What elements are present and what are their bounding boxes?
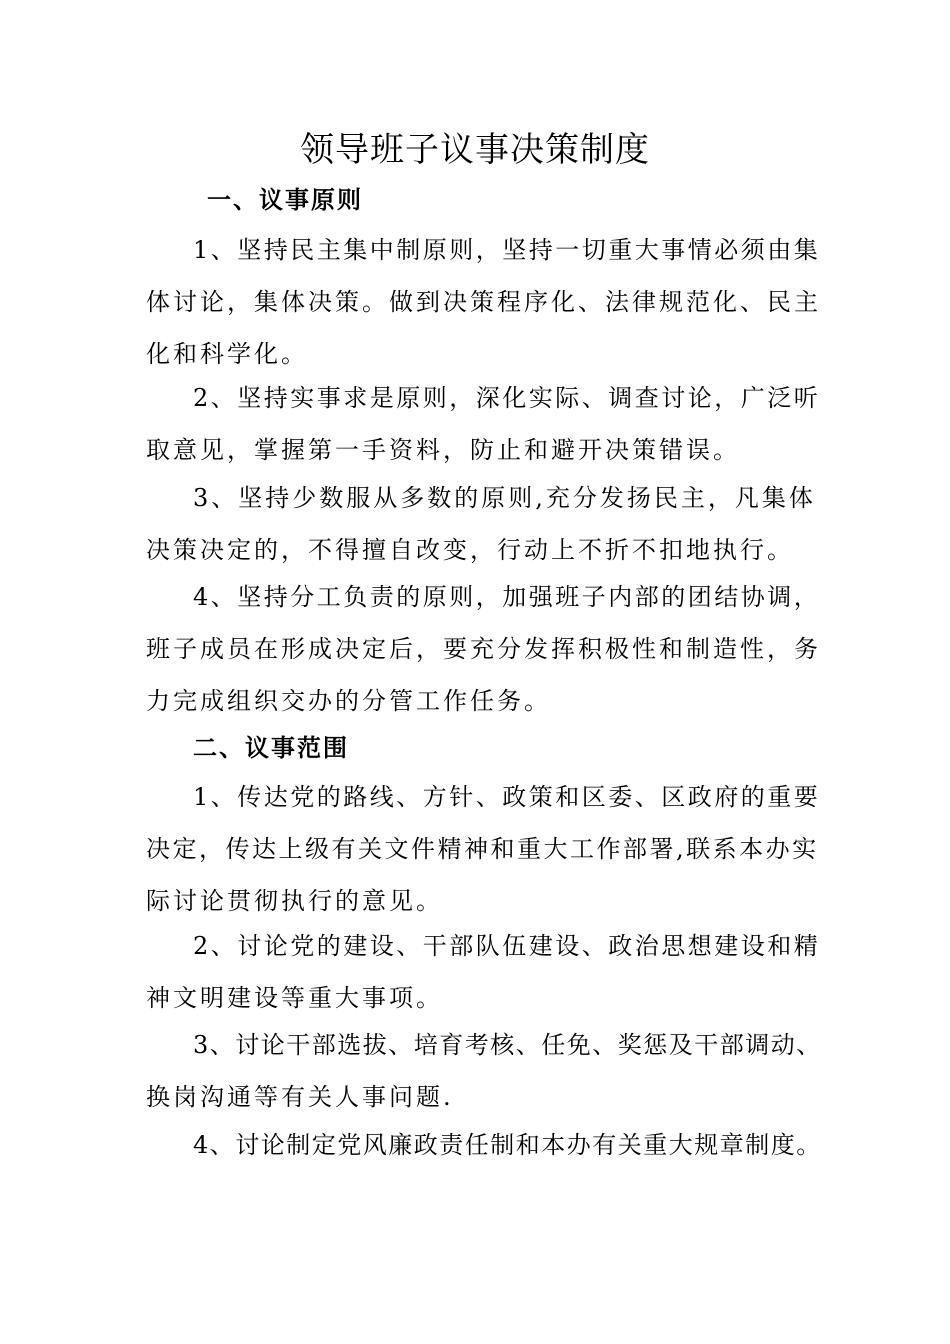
paragraph-line: 际讨论贯彻执行的意见。 (146, 887, 443, 915)
section-heading-scope: 二、议事范围 (193, 734, 349, 762)
principle-paragraph-1 (146, 224, 826, 380)
principle-paragraph-3 (146, 472, 826, 576)
paragraph-line: 1、传达党的路线、方针、政策和区委、区政府的重要 (193, 783, 821, 811)
paragraph-line: 换岗沟通等有关人事问题. (146, 1083, 454, 1111)
principle-paragraph-2 (146, 372, 826, 476)
document-title: 领导班子议事决策制度 (300, 130, 650, 170)
paragraph-line: 取意见，掌握第一手资料，防止和避开决策错误。 (146, 436, 740, 464)
scope-paragraph-2 (146, 920, 826, 1024)
paragraph-line: 1、坚持民主集中制原则，坚持一切重大事情必须由集 (193, 236, 821, 264)
paragraph-line: 3、讨论干部选拔、培育考核、任免、奖惩及干部调动、 (193, 1031, 822, 1059)
principle-paragraph-4 (146, 571, 826, 727)
paragraph-line: 体讨论，集体决策。做到决策程序化、法律规范化、民主 (146, 288, 821, 316)
section-heading-principles: 一、议事原则 (207, 186, 363, 214)
scope-paragraph-4 (146, 1119, 826, 1171)
paragraph-line: 神文明建设等重大事项。 (146, 984, 443, 1012)
paragraph-line: 班子成员在形成决定后，要充分发挥积极性和制造性，务 (146, 635, 821, 663)
paragraph-line: 4、坚持分工负责的原则，加强班子内部的团结协调， (193, 583, 821, 611)
paragraph-line: 化和科学化。 (146, 340, 308, 368)
paragraph-line: 决定，传达上级有关文件精神和重大工作部署,联系本办实 (146, 835, 819, 863)
scope-paragraph-1 (146, 771, 826, 927)
paragraph-line: 2、坚持实事求是原则，深化实际、调查讨论，广泛听 (193, 384, 821, 412)
paragraph-line: 3、坚持少数服从多数的原则,充分发扬民主，凡集体 (193, 484, 816, 512)
paragraph-line: 力完成组织交办的分管工作任务。 (146, 687, 551, 715)
paragraph-line: 决策决定的，不得擅自改变，行动上不折不扣地执行。 (146, 536, 794, 564)
paragraph-line: 2、讨论党的建设、干部队伍建设、政治思想建设和精 (193, 932, 821, 960)
scope-paragraph-3 (146, 1019, 826, 1123)
paragraph-line: 4、讨论制定党风廉政责任制和本办有关重大规章制度。 (193, 1131, 822, 1159)
